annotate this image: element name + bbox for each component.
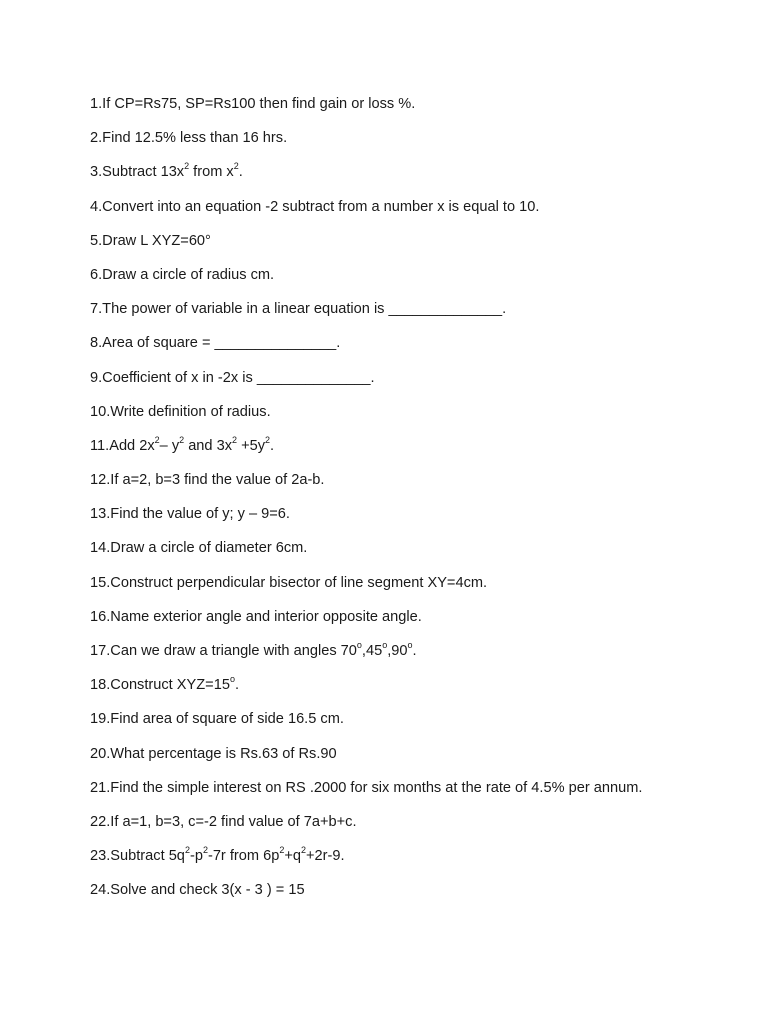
superscript: 2 [202, 845, 208, 856]
superscript: o [356, 640, 362, 650]
question-text: 8.Area of square = _______________. [90, 335, 341, 352]
question-15 [90, 571, 690, 595]
question-3 [90, 160, 690, 184]
question-text: – y [159, 437, 180, 454]
question-10 [90, 400, 690, 424]
question-text: 13.Find the value of y; y – 9=6. [90, 506, 290, 523]
question-2 [90, 126, 690, 150]
question-1 [90, 92, 690, 116]
question-text: 17.Can we draw a triangle with angles 70 [90, 643, 357, 659]
question-8 [90, 331, 690, 355]
question-text: 20.What percentage is Rs.63 of Rs.90 [90, 745, 337, 762]
question-text: +q [284, 848, 301, 865]
question-19 [90, 707, 690, 731]
superscript: 2 [265, 434, 271, 445]
question-text: 23.Subtract 5q [90, 848, 185, 865]
question-text: . [270, 437, 275, 454]
question-text: ,45 [361, 643, 383, 659]
question-text: 24.Solve and check 3(x - 3 ) = 15 [90, 882, 305, 899]
question-11 [90, 434, 690, 458]
question-text: 5.Draw L XYZ=60° [90, 232, 211, 249]
question-text: 7.The power of variable in a linear equation is ______________. [90, 301, 507, 318]
question-text: ,90 [387, 643, 408, 659]
question-text: 2.Find 12.5% less than 16 hrs. [90, 130, 288, 147]
question-text: 11.Add 2x [90, 437, 155, 454]
superscript: 2 [154, 434, 160, 445]
question-24 [90, 878, 690, 902]
question-text: and 3x [184, 437, 233, 454]
question-20 [90, 742, 690, 766]
question-7 [90, 297, 690, 321]
superscript: 2 [279, 845, 285, 856]
question-12 [90, 468, 690, 492]
superscript: 2 [184, 845, 190, 856]
question-22 [90, 810, 690, 834]
question-text: 1.If CP=Rs75, SP=Rs100 then find gain or loss %. [90, 96, 416, 112]
question-17 [90, 639, 690, 663]
question-text: from x [189, 164, 234, 181]
question-23 [90, 844, 690, 868]
question-text: 4.Convert into an equation -2 subtract from a number x is equal to 10. [90, 198, 540, 215]
question-text: . [234, 677, 240, 694]
question-text: -p [189, 848, 203, 865]
question-text: 19.Find area of square of side 16.5 cm. [90, 711, 344, 728]
question-text: 9.Coefficient of x in -2x is ______________. [90, 369, 375, 386]
question-text: -7r from 6p [207, 848, 280, 865]
question-9 [90, 366, 690, 390]
question-18 [90, 673, 690, 697]
superscript: 2 [184, 161, 190, 172]
question-text: 15.Construct perpendicular bisector of line segment XY=4cm. [90, 574, 488, 591]
question-text: +2r-9. [306, 848, 345, 865]
superscript: o [382, 640, 388, 650]
superscript: o [407, 640, 413, 650]
question-list [90, 92, 690, 913]
question-text: 21.Find the simple interest on RS .2000 for six months at the rate of 4.5% per annum. [90, 779, 643, 796]
question-text: . [238, 164, 243, 181]
question-text: 18.Construct XYZ=15 [90, 677, 230, 694]
question-text: +5y [237, 437, 266, 454]
question-13 [90, 502, 690, 526]
superscript: 2 [232, 434, 238, 445]
superscript: 2 [179, 434, 185, 445]
question-text: 14.Draw a circle of diameter 6cm. [90, 540, 308, 557]
superscript: 2 [300, 845, 306, 856]
question-16 [90, 605, 690, 629]
question-21 [90, 776, 650, 800]
question-6 [90, 263, 690, 287]
question-text: 6.Draw a circle of radius cm. [90, 266, 275, 283]
question-text: 10.Write definition of radius. [90, 403, 271, 420]
question-text: 16.Name exterior angle and interior opposite angle. [90, 608, 422, 625]
question-text: 3.Subtract 13x [90, 164, 185, 181]
question-text: 22.If a=1, b=3, c=-2 find value of 7a+b+c. [90, 813, 357, 830]
superscript: o [229, 674, 235, 685]
question-5 [90, 229, 690, 253]
question-text: . [412, 643, 417, 659]
superscript: 2 [233, 161, 239, 172]
question-4 [90, 195, 690, 219]
question-text: 12.If a=2, b=3 find the value of 2a-b. [90, 472, 325, 489]
question-14 [90, 536, 690, 560]
